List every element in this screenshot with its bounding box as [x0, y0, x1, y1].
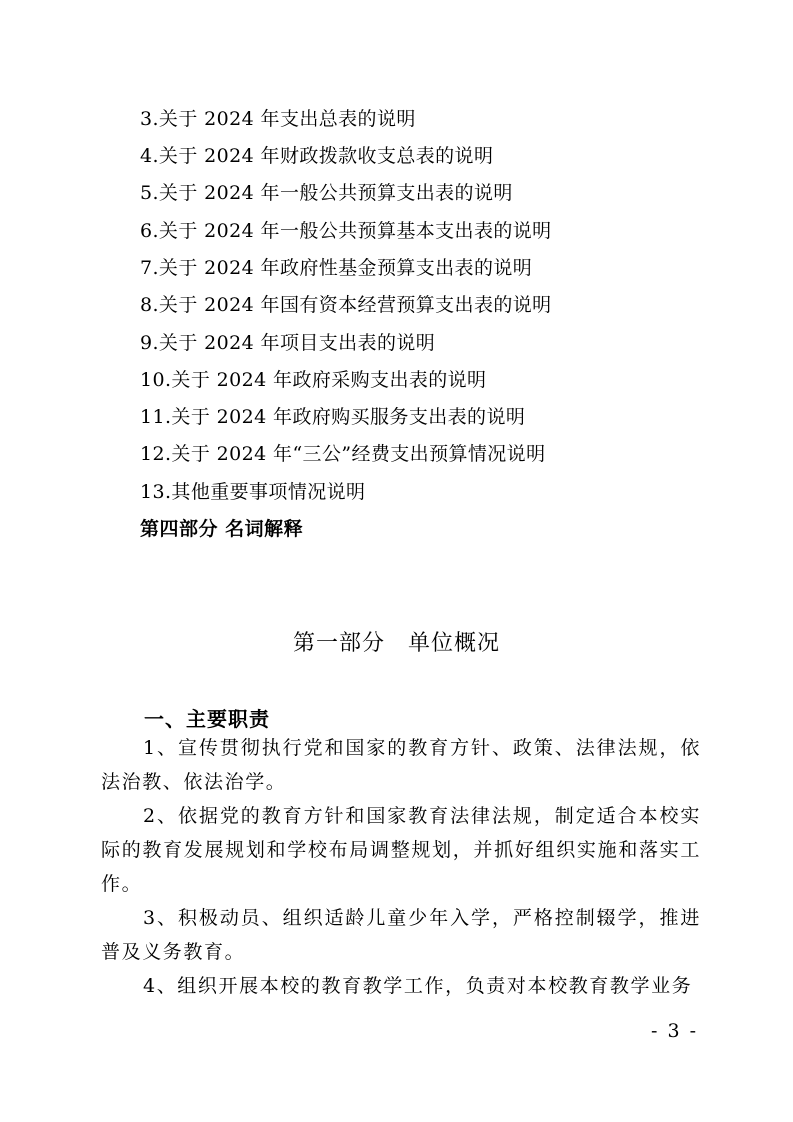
toc-item-13: 13.其他重要事项情况说明 [140, 481, 366, 503]
toc-item-3: 3.关于 2024 年支出总表的说明 [140, 108, 416, 130]
toc-item-12: 12.关于 2024 年“三公”经费支出预算情况说明 [140, 443, 546, 465]
section-title: 第一部分 单位概况 [292, 631, 500, 656]
duty-paragraph-1: 1、宣传贯彻执行党和国家的教育方针、政策、法律法规，依法治教、依法治学。 [101, 737, 701, 793]
toc-item-9: 9.关于 2024 年项目支出表的说明 [140, 332, 436, 354]
page-number: - 3 - [651, 1020, 699, 1042]
duty-paragraph-4: 4、组织开展本校的教育教学工作，负责对本校教育教学业务 [143, 975, 693, 997]
toc-item-6: 6.关于 2024 年一般公共预算基本支出表的说明 [140, 220, 552, 242]
toc-item-8: 8.关于 2024 年国有资本经营预算支出表的说明 [140, 294, 552, 316]
toc-item-4: 4.关于 2024 年财政拨款收支总表的说明 [140, 145, 494, 167]
toc-part-four-heading: 第四部分 名词解释 [140, 518, 304, 540]
duty-paragraph-3: 3、积极动员、组织适龄儿童少年入学，严格控制辍学，推进普及义务教育。 [101, 907, 701, 963]
toc-item-11: 11.关于 2024 年政府购买服务支出表的说明 [140, 406, 526, 428]
toc-item-7: 7.关于 2024 年政府性基金预算支出表的说明 [140, 257, 533, 279]
duty-paragraph-2: 2、依据党的教育方针和国家教育法律法规，制定适合本校实际的教育发展规划和学校布局调整规划，并抓好组织实施和落实工作。 [101, 805, 701, 895]
toc-item-10: 10.关于 2024 年政府采购支出表的说明 [140, 369, 487, 391]
section-heading-main-duties: 一、主要职责 [144, 707, 270, 731]
toc-item-5: 5.关于 2024 年一般公共预算支出表的说明 [140, 182, 513, 204]
